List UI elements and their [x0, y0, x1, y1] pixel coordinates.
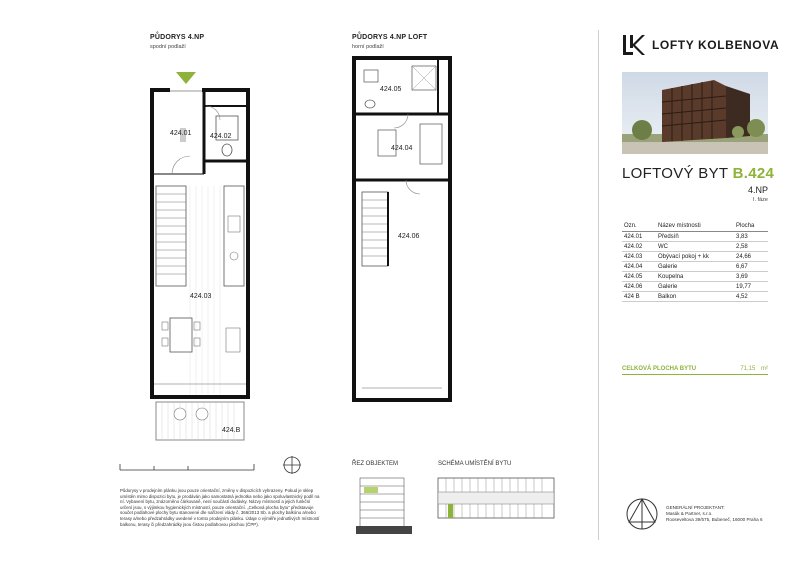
row-area: 19,77 [734, 282, 768, 292]
row-code: 424.01 [622, 232, 656, 242]
row-code: 424.03 [622, 252, 656, 262]
room-label-424-03: 424.03 [190, 293, 212, 300]
row-code: 424.06 [622, 282, 656, 292]
building-photo [622, 72, 768, 154]
schema-diagram [436, 474, 558, 522]
plan-lower-title: PŮDORYS 4.NP [150, 34, 205, 41]
architect-address: Rooseveltova 39/575, Bubeneč, 16000 Praha 6 [666, 517, 763, 522]
row-area: 2,58 [734, 242, 768, 252]
table-row [622, 272, 768, 282]
row-code: 424.02 [622, 242, 656, 252]
architect-company: Masák & Partner, s.r.o. [666, 511, 713, 516]
table-row [622, 262, 768, 272]
apartment-title [622, 165, 774, 182]
room-table [622, 222, 768, 302]
apartment-title-prefix: LOFTOVÝ BYT [622, 165, 729, 182]
architect-logo-icon [624, 496, 660, 532]
table-row [622, 292, 768, 302]
row-name: Balkon [656, 292, 734, 302]
table-row [622, 282, 768, 292]
room-label-424-05: 424.05 [380, 86, 402, 93]
header-code: Ozn. [622, 222, 656, 232]
north-compass-icon [282, 455, 302, 475]
row-name: Koupelna [656, 272, 734, 282]
row-code: 424.04 [622, 262, 656, 272]
room-label-424-04: 424.04 [391, 145, 413, 152]
total-area-unit: m² [761, 366, 768, 372]
row-code: 424.05 [622, 272, 656, 282]
apartment-code: B.424 [732, 165, 775, 182]
architect-info [666, 505, 776, 523]
table-header-row [622, 222, 768, 232]
row-name: Galerie [656, 282, 734, 292]
row-name: Předsíň [656, 232, 734, 242]
total-area-label: CELKOVÁ PLOCHA BYTU [622, 366, 697, 372]
lk-logo-icon [622, 34, 646, 56]
row-area: 4,52 [734, 292, 768, 302]
entry-arrow-icon [176, 72, 196, 84]
row-name: WC [656, 242, 734, 252]
section-title: ŘEZ OBJEKTEM [352, 461, 399, 467]
total-area-value: 71,15 [740, 366, 756, 372]
room-label-424-02: 424.02 [210, 133, 232, 140]
schema-title: SCHÉMA UMÍSTĚNÍ BYTU [438, 461, 512, 467]
total-area [622, 366, 768, 375]
brand-name: LOFTY KOLBENOVA [652, 38, 780, 52]
section-diagram [356, 472, 412, 536]
plan-lower-subtitle: spodní podlaží [150, 44, 186, 50]
row-area: 6,67 [734, 262, 768, 272]
scale-bar [118, 460, 258, 474]
header-name: Název místnosti [656, 222, 734, 232]
row-area: 24,66 [734, 252, 768, 262]
architect-label: GENERÁLNÍ PROJEKTANT: [666, 505, 725, 510]
brand [622, 34, 779, 56]
apartment-floor: 4.NP [747, 185, 768, 195]
plan-upper-title: PŮDORYS 4.NP LOFT [352, 34, 428, 41]
apartment-phase: I. fáze [753, 197, 768, 203]
table-row [622, 242, 768, 252]
panel-divider [598, 30, 599, 540]
room-label-424-b: 424.B [222, 427, 241, 434]
table-row [622, 252, 768, 262]
row-name: Obývací pokoj + kk [656, 252, 734, 262]
floor-plan-lower [140, 66, 260, 446]
row-name: Galerie [656, 262, 734, 272]
header-area: Plocha [734, 222, 768, 232]
row-area: 3,83 [734, 232, 768, 242]
room-label-424-06: 424.06 [398, 233, 420, 240]
row-area: 3,69 [734, 272, 768, 282]
disclaimer-text: Půdorysy v prodejním plánku jsou pouze orientační, změny v dispozicích vyhrazeny. Pokud je sklep umístěn mimo dispozici bytu, je prodáván jako samostatná jednotka nebo jako spoluvlastnický podíl na ní. Vybavení bytu, znázorněno čárkovaně, není součástí dodávky. Názvy místností a jejich funkční určení jsou, s výjimkou hygienických místností, pouze orientační. „Celková plocha bytu“ představuje součet podlahové plochy bytu stanovené dle nařízení vlády č. 366/2013 Sb. a plochy balkónu a/nebo terasy a/nebo předzahrádky uvedené v tomto prodejním plánku. Údaje o výměře jednotlivých místností balkonu, terasy či předzahrádky jsou čistou podlahovou plochou (ČPP). [120, 488, 320, 527]
table-row [622, 232, 768, 242]
row-code: 424 B [622, 292, 656, 302]
plan-upper-subtitle: horní podlaží [352, 44, 384, 50]
floor-plan-upper [348, 52, 458, 412]
room-label-424-01: 424.01 [170, 130, 192, 137]
